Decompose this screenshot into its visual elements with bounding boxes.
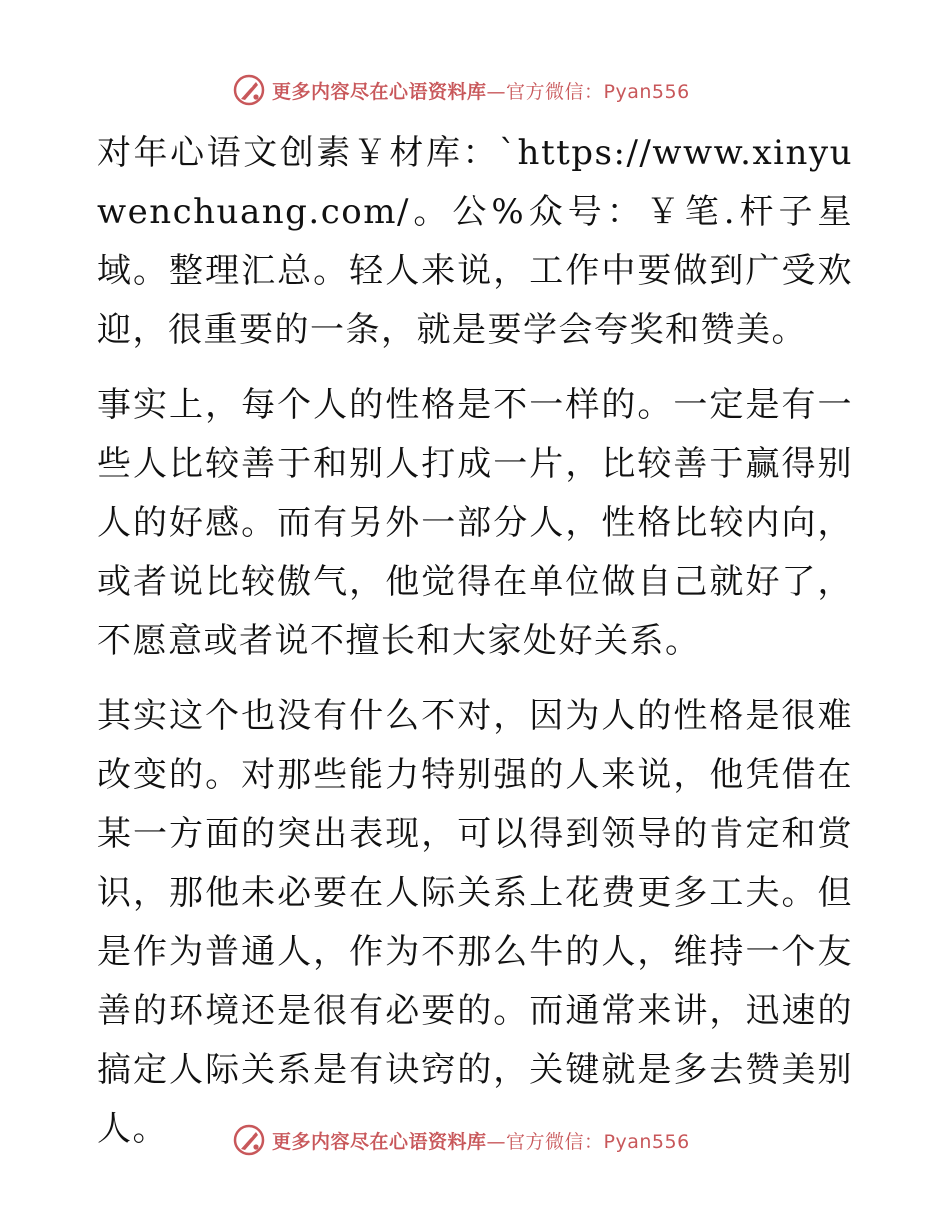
- paragraph-1: 对年心语文创素￥材库：`https://www.xinyuwenchuang.com/。公%众号：￥笔.杆子星域。整理汇总。轻人来说，工作中要做到广受欢迎，很重要的一条，就是要学会夸奖和赞美。: [97, 133, 853, 350]
- footer-brand-main: 更多内容尽在心语资料库: [272, 1130, 487, 1153]
- footer-brand-id: Pyan556: [603, 1130, 690, 1153]
- footer-brand-sub: 官方微信：: [506, 1130, 604, 1153]
- header-brand-sub: 官方微信：: [506, 80, 604, 103]
- footer-brand-separator: —: [486, 1130, 507, 1153]
- header-banner: [232, 72, 690, 108]
- header-brand-id: Pyan556: [603, 80, 690, 103]
- header-brand-text: [272, 77, 690, 104]
- paragraph-2: 事实上，每个人的性格是不一样的。一定是有一些人比较善于和别人打成一片，比较善于赢得别人的好感。而有另外一部分人，性格比较内向，或者说比较傲气，他觉得在单位做自己就好了，不愿意或者说不擅长和大家处好关系。: [97, 385, 853, 661]
- footer-banner: [232, 1122, 690, 1158]
- paragraph-3: 其实这个也没有什么不对，因为人的性格是很难改变的。对那些能力特别强的人来说，他凭借在某一方面的突出表现，可以得到领导的肯定和赏识，那他未必要在人际关系上花费更多工夫。但是作为普通人，作为不那么牛的人，维持一个友善的环境还是很有必要的。而通常来讲，迅速的搞定人际关系是有诀窍的，关键就是多去赞美别人。: [97, 696, 853, 1149]
- header-brand-main: 更多内容尽在心语资料库: [272, 80, 487, 103]
- footer-brand-text: [272, 1127, 690, 1154]
- feather-pen-logo-icon: [232, 1123, 266, 1157]
- header-brand-separator: —: [486, 80, 507, 103]
- feather-pen-logo-icon: [232, 73, 266, 107]
- document-body: [97, 124, 853, 1175]
